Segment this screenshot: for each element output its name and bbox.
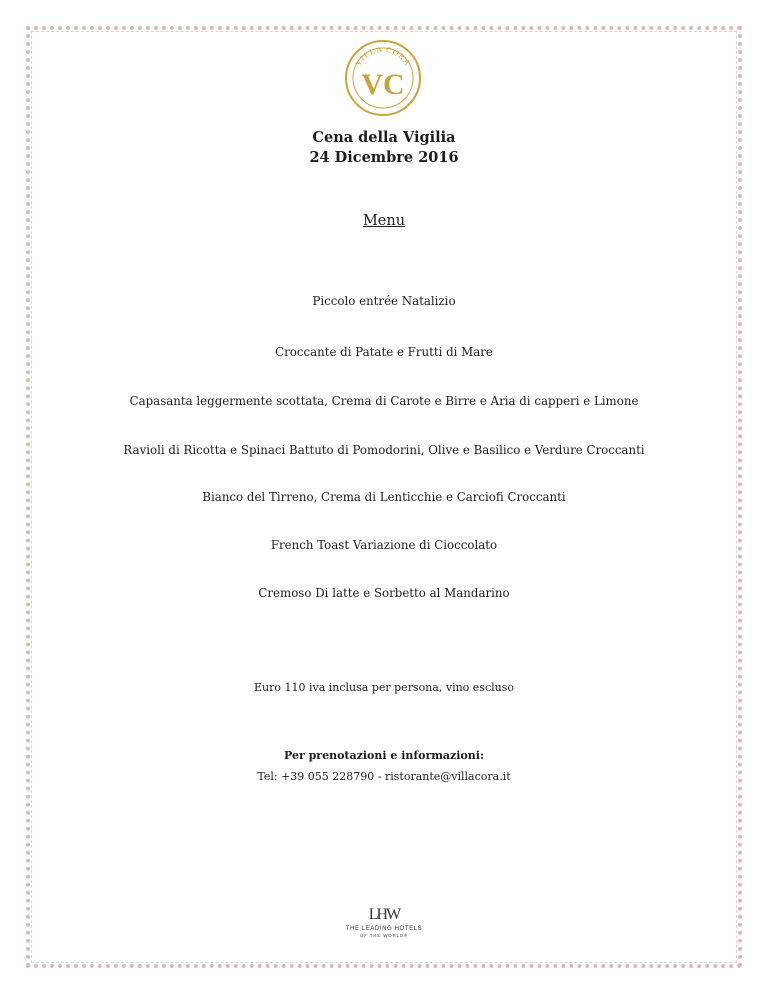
- logo-monogram: VC: [361, 68, 405, 101]
- event-date: 24 Dicembre 2016: [309, 149, 459, 166]
- page-title: Cena della Vigilia: [312, 129, 456, 146]
- contact-heading: Per prenotazioni e informazioni:: [283, 749, 485, 762]
- leading-hotels-logo: [334, 895, 434, 945]
- course-item: Ravioli di Ricotta e Spinaci Battuto di Pomodorini, Olive e Basilico e Verdure Croccanti: [123, 443, 645, 457]
- price-note: Euro 110 iva inclusa per persona, vino escluso: [254, 681, 514, 694]
- villa-cora-logo: [343, 38, 423, 118]
- course-item: Croccante di Patate e Frutti di Mare: [275, 345, 493, 359]
- course-item: Piccolo entrée Natalizio: [312, 294, 456, 308]
- course-item: Cremoso Di latte e Sorbetto al Mandarino: [258, 586, 510, 600]
- lhw-line2: OF THE WORLD®: [359, 933, 409, 938]
- lhw-line1: THE LEADING HOTELS: [345, 926, 423, 932]
- course-item: French Toast Variazione di Cioccolato: [270, 538, 498, 552]
- lhw-mark: LHW: [368, 906, 400, 923]
- menu-heading: Menu: [362, 213, 406, 229]
- contact-line: Tel: +39 055 228790 - ristorante@villacora.it: [257, 770, 511, 783]
- logo-ring-text: VILLA CORA: [353, 44, 413, 68]
- course-item: Bianco del Tirreno, Crema di Lenticchie e Carciofi Croccanti: [202, 490, 566, 504]
- course-item: Capasanta leggermente scottata, Crema di Carote e Birre e Aria di capperi e Limone: [129, 394, 639, 408]
